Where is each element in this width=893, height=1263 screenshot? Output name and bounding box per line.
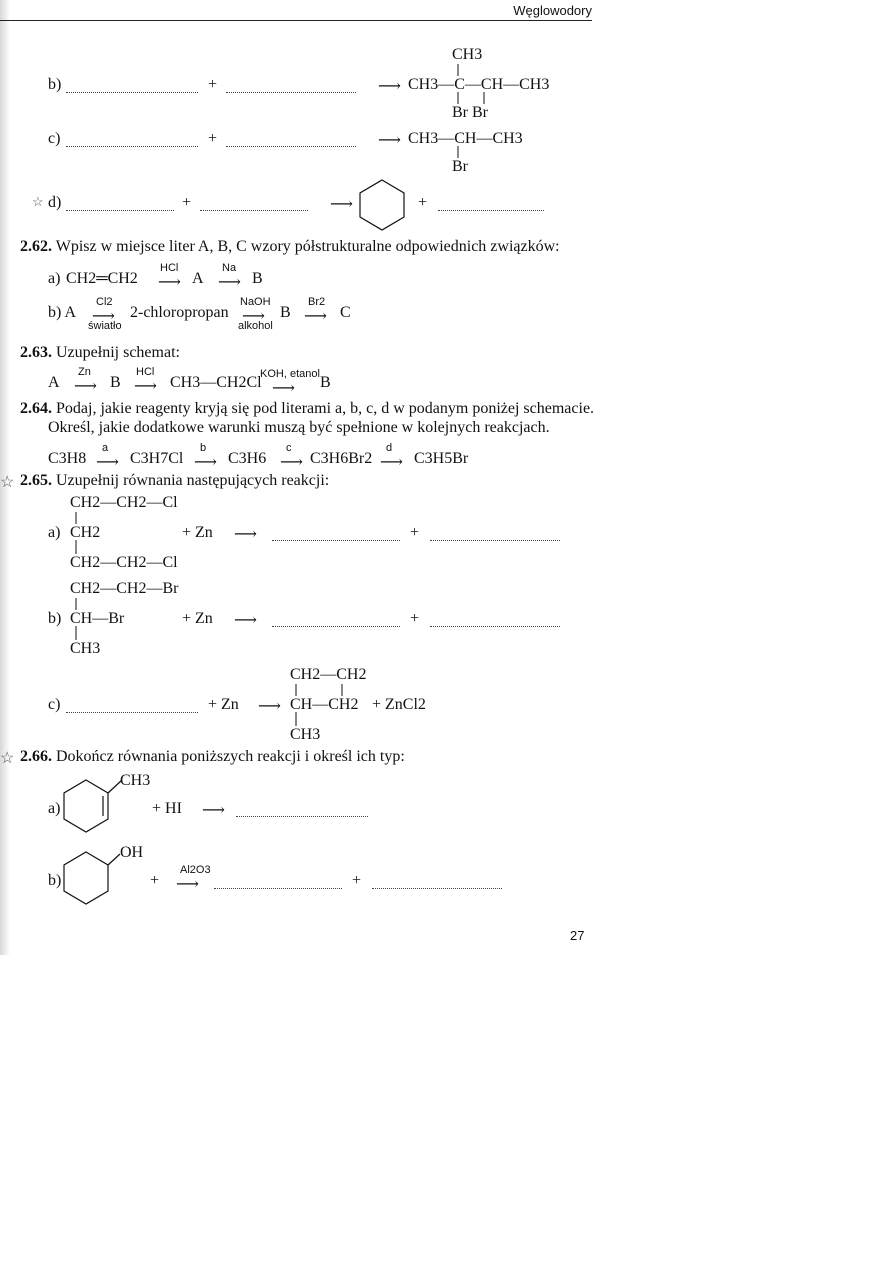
header-rule [0,20,592,21]
ex264-arrow-c: ⟶ [280,454,303,471]
ex264-arrow-d: ⟶ [380,454,403,471]
ex263-reagent-2: HCl [136,366,155,378]
running-header [0,0,592,21]
ex265b-bottom: CH3 [70,640,101,657]
ex261b-product-chain: CH3—C—CH—CH3 [408,76,550,93]
ex265a-blank-1[interactable] [272,540,400,541]
ex262a-reagent-2: Na [222,262,237,274]
ex266-star-icon: ☆ [0,750,15,767]
ex261b-blank-2[interactable] [226,92,356,93]
ex265c-label: c) [48,696,61,713]
ex261c-label: c) [48,130,61,147]
ex265a-mid: CH2 [70,524,101,541]
ex263-arrow-2: ⟶ [134,378,157,395]
ex266a-substituent: CH3 [120,772,151,789]
ex262-header [20,238,560,256]
ex262-instruction: Wpisz w miejsce liter A, B, C wzory półstrukturalne odpowiednich związków: [55,238,560,255]
ex265a-label: a) [48,524,61,541]
ex265b-top: CH2—CH2—Br [70,580,179,597]
ex264-header [20,400,594,418]
ex263-arrow-1: ⟶ [74,378,97,395]
ex262b-arrow-2: ⟶ [242,308,265,325]
ex263-reagent-3: KOH, etanol [260,368,320,380]
ex265a-plus: + [410,524,420,541]
ex261d-plus: + [182,194,192,211]
cyclohexanol-ring-icon [0,0,1,1]
ex261c-product-sub: Br [452,158,468,175]
ex262a-start: CH2═CH2 [66,270,138,287]
ex265c-blank-1[interactable] [66,712,198,713]
ex262a-arrow-2: ⟶ [218,274,241,291]
ex265-star-icon: ☆ [0,474,15,491]
ex265b-reagent: + Zn [182,610,213,627]
ex266a-blank[interactable] [236,816,368,817]
ex264-compound-3: C3H6 [228,450,267,467]
ex264-label-d: d [386,442,393,454]
ex264-number: 2.64. [20,400,52,417]
ex265b-mid: CH—Br [70,610,125,627]
ex262-number: 2.62. [20,238,52,255]
ex264-arrow-a: ⟶ [96,454,119,471]
ex262a-B: B [252,270,263,287]
ex266-header [20,748,405,766]
ex265a-bottom: CH2—CH2—Cl [70,554,178,571]
ex264-label-c: c [286,442,292,454]
ex263-B: B [110,374,121,391]
ex266a-arrow: ⟶ [202,802,225,819]
ex264-compound-4: C3H6Br2 [310,450,373,467]
ex261b-top-ch3: CH3 [452,46,483,63]
ex264-compound-2: C3H7Cl [130,450,184,467]
ex261d-arrow: ⟶ [330,196,353,213]
ex265c-product-2: + ZnCl2 [372,696,426,713]
ex262b-arrow-1: ⟶ [92,308,115,325]
ex266b-label: b) [48,872,62,889]
ex265c-ring-bottom: CH3 [290,726,321,743]
ex265c-ring-top: CH2—CH2 [290,666,367,683]
ex262b-intermediate: 2-chloropropan [130,304,229,321]
ex265c-arrow: ⟶ [258,698,281,715]
ex263-arrow-3: ⟶ [272,380,295,397]
ex266-instruction: Dokończ równania poniższych reakcji i określ ich typ: [56,748,405,765]
ex265b-label: b) [48,610,62,627]
ex261b-label: b) [48,76,62,93]
ex265a-reagent: + Zn [182,524,213,541]
ex262b-reagent-3: Br2 [308,296,326,308]
ex265c-ring-mid: CH—CH2 [290,696,359,713]
ex261c-blank-2[interactable] [226,146,356,147]
ex263-instruction: Uzupełnij schemat: [56,344,180,361]
ex265b-blank-1[interactable] [272,626,400,627]
page-number: 27 [570,928,585,943]
ex265c-reagent: + Zn [208,696,239,713]
ex261b-arrow: ⟶ [378,78,401,95]
ex266b-arrow: ⟶ [176,876,199,893]
ex262a-reagent-1: HCl [160,262,179,274]
ex261d-label: d) [48,194,62,211]
ex261c-product-chain: CH3—CH—CH3 [408,130,523,147]
ex265b-plus: + [410,610,420,627]
ex266b-substituent: OH [120,844,144,861]
ex264-label-b: b [200,442,207,454]
ex265a-top: CH2—CH2—Cl [70,494,178,511]
ex262b-reagent-1-top: Cl2 [96,296,113,308]
ex261d-blank-2[interactable] [200,210,308,211]
ex261b-product-subs: Br Br [452,104,488,121]
ex261d-blank-1[interactable] [66,210,174,211]
ex264-arrow-b: ⟶ [194,454,217,471]
ex262a-A: A [192,270,204,287]
ex264-label-a: a [102,442,109,454]
ex263-A: A [48,374,60,391]
ex264-instruction-2: Określ, jakie dodatkowe warunki muszą być spełnione w kolejnych reakcjach. [48,419,550,436]
ex264-instruction-1: Podaj, jakie reagenty kryją się pod literami a, b, c, d w podanym poniżej schemacie. [56,400,595,417]
ex266b-plus: + [150,872,160,889]
ex263-reagent-1: Zn [78,366,91,378]
ex266b-blank-1[interactable] [214,888,342,889]
ex266a-label: a) [48,800,61,817]
ex261d-star-icon: ☆ [32,194,44,209]
ex263-header [20,344,180,362]
ex261b-plus: + [208,76,218,93]
ex263-number: 2.63. [20,344,52,361]
ex266b-plus-2: + [352,872,362,889]
ex265a-blank-2[interactable] [430,540,560,541]
header-title: Węglowodory [513,3,592,18]
ex264-compound-5: C3H5Br [414,450,469,467]
ex265-number: 2.65. [20,472,52,489]
ex265-header [20,472,329,490]
ex262b-label: b) A [48,304,76,321]
ex266b-blank-2[interactable] [372,888,502,889]
ex265b-arrow: ⟶ [234,612,257,629]
ex266a-reagent: + HI [152,800,182,817]
ex262b-B: B [280,304,291,321]
ex261c-arrow: ⟶ [378,132,401,149]
ex262a-label: a) [48,270,61,287]
ex262b-reagent-2-bottom: alkohol [238,320,273,332]
ex262a-arrow-1: ⟶ [158,274,181,291]
ex262b-arrow-3: ⟶ [304,308,327,325]
ex261d-blank-3[interactable] [438,210,544,211]
ex265-instruction: Uzupełnij równania następujących reakcji: [56,472,330,489]
ex266-number: 2.66. [20,748,52,765]
ex266b-catalyst: Al2O3 [180,864,211,876]
ex265a-arrow: ⟶ [234,526,257,543]
ex262b-reagent-2-top: NaOH [240,296,271,308]
ex261c-plus: + [208,130,218,147]
ex265b-blank-2[interactable] [430,626,560,627]
ex261c-blank-1[interactable] [66,146,198,147]
ex262b-C: C [340,304,351,321]
ex261d-plus-2: + [418,194,428,211]
ex263-intermediate: CH3—CH2Cl [170,374,262,391]
ex262b-reagent-1-bottom: światło [88,320,122,332]
ex261b-blank-1[interactable] [66,92,198,93]
ex264-compound-1: C3H8 [48,450,87,467]
ex263-B-2: B [320,374,331,391]
